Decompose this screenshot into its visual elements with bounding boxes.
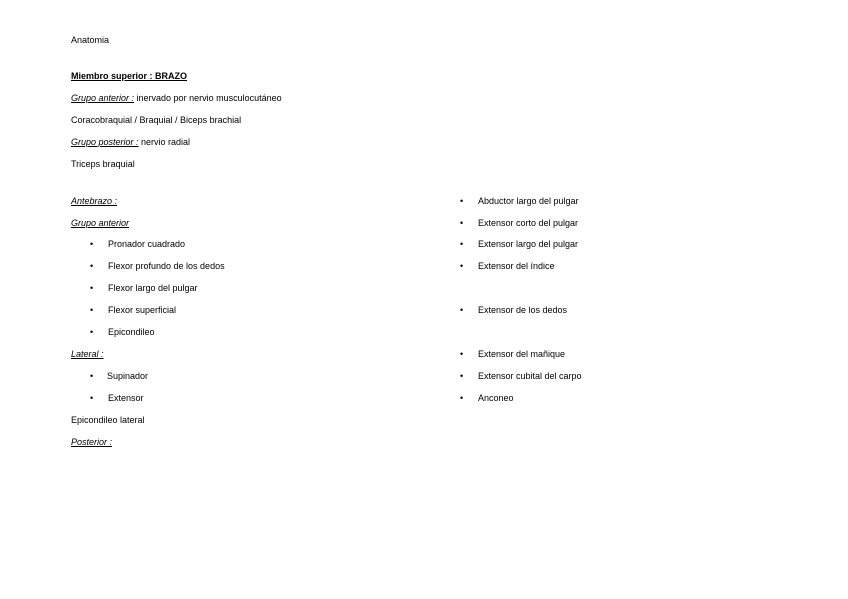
bullet-icon: • [90, 261, 94, 271]
bullet-icon: • [460, 305, 464, 315]
arm-anterior-muscles: Coracobraquial / Braquial / Biceps brachial [71, 115, 242, 125]
bullet-icon: • [460, 349, 464, 359]
bullet-icon: • [90, 327, 94, 337]
list-item-label: Pronador cuadrado [108, 239, 186, 249]
section-heading: Miembro superior : BRAZO [71, 71, 188, 81]
bullet-icon: • [90, 283, 94, 293]
bullet-icon: • [460, 239, 464, 249]
list-item-label: Flexor profundo de los dedos [108, 261, 225, 271]
arm-anterior-line [71, 92, 282, 104]
list-item-label: Epicondileo [108, 327, 155, 337]
forearm-anterior-heading: Grupo anterior [71, 218, 130, 228]
bullet-icon: • [460, 196, 464, 206]
list-item-label: Extensor [108, 393, 144, 403]
list-item-label: Flexor largo del pulgar [108, 283, 198, 293]
list-item-label: Extensor largo del pulgar [478, 239, 579, 249]
list-item-label: Extensor de los dedos [478, 305, 568, 315]
list-item-label: Anconeo [478, 393, 514, 403]
bullet-icon: • [90, 239, 94, 249]
arm-posterior-label: Grupo posterior : [71, 137, 139, 147]
forearm-posterior-heading: Posterior : [71, 437, 113, 447]
forearm-heading: Antebrazo : [71, 196, 118, 206]
bullet-icon: • [460, 261, 464, 271]
list-item-label: Extensor del índice [478, 261, 555, 271]
arm-posterior-muscles: Triceps braquial [71, 159, 135, 169]
list-item-label: Flexor superficial [108, 305, 177, 315]
bullet-icon: • [90, 371, 94, 381]
arm-anterior-text: inervado por nervio musculocutáneo [134, 93, 282, 103]
list-item-label: Supinador [107, 371, 149, 381]
arm-posterior-line [71, 136, 190, 148]
bullet-icon: • [460, 371, 464, 381]
list-item-label: Abductor largo del pulgar [478, 196, 579, 206]
bullet-icon: • [90, 393, 94, 403]
arm-posterior-text: nervio radial [138, 137, 191, 147]
list-item-label: Extensor corto del pulgar [478, 218, 579, 228]
document-title: Anatomia [71, 35, 110, 45]
bullet-icon: • [90, 305, 94, 315]
list-item-label: Extensor cubital del carpo [478, 371, 582, 381]
bullet-icon: • [460, 218, 464, 228]
forearm-lateral-note: Epicondileo lateral [71, 415, 145, 425]
forearm-lateral-heading: Lateral : [71, 349, 104, 359]
bullet-icon: • [460, 393, 464, 403]
arm-anterior-label: Grupo anterior : [71, 93, 135, 103]
list-item-label: Extensor del mañique [478, 349, 566, 359]
